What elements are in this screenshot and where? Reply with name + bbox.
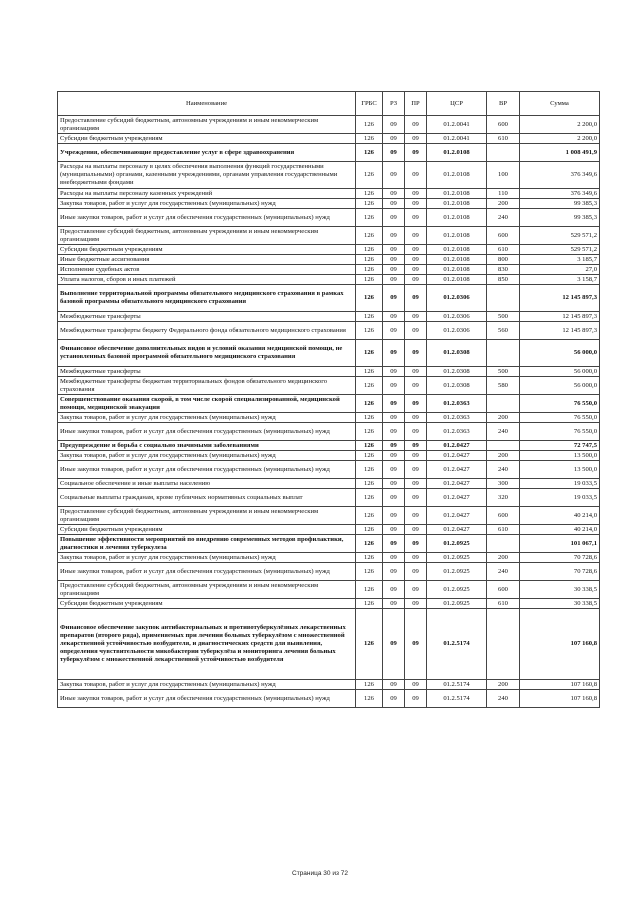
cell-name: Межбюджетные трансферты xyxy=(58,367,356,377)
cell-name: Предоставление субсидий бюджетным, автономным учреждениям и иным некоммерческим организациям xyxy=(58,116,356,134)
cell-rz: 09 xyxy=(383,144,405,162)
cell-csr: 01.2.0306 xyxy=(427,285,487,312)
cell-sum: 56 000,0 xyxy=(520,367,600,377)
cell-name: Субсидии бюджетным учреждениям xyxy=(58,245,356,255)
page-number: Страница 30 из 72 xyxy=(292,870,348,877)
cell-vr: 600 xyxy=(487,116,520,134)
cell-name: Иные закупки товаров, работ и услуг для обеспечения государственных (муниципальных) нужд xyxy=(58,209,356,227)
header-pr: ПР xyxy=(405,92,427,116)
cell-vr: 200 xyxy=(487,451,520,461)
cell-csr: 01.2.0925 xyxy=(427,563,487,581)
cell-vr: 100 xyxy=(487,162,520,189)
cell-vr: 200 xyxy=(487,680,520,690)
table-row xyxy=(58,461,600,479)
cell-csr: 01.2.0363 xyxy=(427,395,487,413)
cell-vr: 610 xyxy=(487,599,520,609)
cell-vr xyxy=(487,535,520,553)
cell-sum: 101 067,1 xyxy=(520,535,600,553)
cell-vr: 600 xyxy=(487,581,520,599)
cell-name: Межбюджетные трансферты бюджету Федерального фонда обязательного медицинского страхования xyxy=(58,322,356,340)
cell-pr: 09 xyxy=(405,144,427,162)
cell-sum: 76 550,0 xyxy=(520,413,600,423)
cell-name: Исполнение судебных актов xyxy=(58,265,356,275)
cell-csr: 01.2.5174 xyxy=(427,690,487,708)
cell-rz: 09 xyxy=(383,245,405,255)
table-row xyxy=(58,489,600,507)
cell-sum: 72 747,5 xyxy=(520,441,600,451)
cell-grbs: 126 xyxy=(356,451,383,461)
cell-csr: 01.2.0108 xyxy=(427,255,487,265)
header-rz: РЗ xyxy=(383,92,405,116)
cell-sum: 40 214,0 xyxy=(520,507,600,525)
cell-sum: 107 160,8 xyxy=(520,609,600,680)
cell-pr: 09 xyxy=(405,322,427,340)
table-row xyxy=(58,322,600,340)
table-row xyxy=(58,563,600,581)
cell-pr: 09 xyxy=(405,479,427,489)
cell-csr: 01.2.0108 xyxy=(427,245,487,255)
cell-pr: 09 xyxy=(405,680,427,690)
cell-name: Предоставление субсидий бюджетным, автономным учреждениям и иным некоммерческим организациям xyxy=(58,227,356,245)
cell-name: Закупка товаров, работ и услуг для государственных (муниципальных) нужд xyxy=(58,199,356,209)
cell-sum: 56 000,0 xyxy=(520,340,600,367)
cell-vr: 200 xyxy=(487,553,520,563)
cell-csr: 01.2.0363 xyxy=(427,423,487,441)
table-row xyxy=(58,227,600,245)
cell-name: Межбюджетные трансферты xyxy=(58,312,356,322)
cell-rz: 09 xyxy=(383,609,405,680)
table-row xyxy=(58,162,600,189)
cell-name: Иные закупки товаров, работ и услуг для обеспечения государственных (муниципальных) нужд xyxy=(58,423,356,441)
cell-name: Социальное обеспечение и иные выплаты населению xyxy=(58,479,356,489)
header-vr: ВР xyxy=(487,92,520,116)
table-row xyxy=(58,245,600,255)
cell-csr: 01.2.0108 xyxy=(427,275,487,285)
table-row xyxy=(58,525,600,535)
cell-rz: 09 xyxy=(383,377,405,395)
cell-csr: 01.2.5174 xyxy=(427,609,487,680)
cell-pr: 09 xyxy=(405,489,427,507)
cell-csr: 01.2.0108 xyxy=(427,144,487,162)
cell-pr: 09 xyxy=(405,312,427,322)
table-row xyxy=(58,377,600,395)
cell-rz: 09 xyxy=(383,395,405,413)
table-row xyxy=(58,134,600,144)
cell-pr: 09 xyxy=(405,451,427,461)
cell-grbs: 126 xyxy=(356,199,383,209)
cell-grbs: 126 xyxy=(356,189,383,199)
cell-name: Субсидии бюджетным учреждениям xyxy=(58,599,356,609)
table-row xyxy=(58,199,600,209)
cell-name: Выполнение территориальной программы обязательного медицинского страхования в рамках базовой программы обязательного медицинского страхования xyxy=(58,285,356,312)
cell-sum: 19 033,5 xyxy=(520,489,600,507)
cell-vr: 240 xyxy=(487,461,520,479)
cell-sum: 3 185,7 xyxy=(520,255,600,265)
cell-vr xyxy=(487,285,520,312)
cell-name: Учреждения, обеспечивающие предоставление услуг в сфере здравоохранения xyxy=(58,144,356,162)
cell-csr: 01.2.5174 xyxy=(427,680,487,690)
cell-pr: 09 xyxy=(405,609,427,680)
table-row xyxy=(58,423,600,441)
cell-pr: 09 xyxy=(405,507,427,525)
cell-name: Закупка товаров, работ и услуг для государственных (муниципальных) нужд xyxy=(58,680,356,690)
cell-grbs: 126 xyxy=(356,209,383,227)
cell-sum: 76 550,0 xyxy=(520,423,600,441)
cell-grbs: 126 xyxy=(356,489,383,507)
cell-csr: 01.2.0363 xyxy=(427,413,487,423)
cell-pr: 09 xyxy=(405,227,427,245)
cell-pr: 09 xyxy=(405,285,427,312)
cell-rz: 09 xyxy=(383,322,405,340)
table-row xyxy=(58,479,600,489)
cell-vr: 320 xyxy=(487,489,520,507)
table-row xyxy=(58,144,600,162)
cell-rz: 09 xyxy=(383,265,405,275)
cell-sum: 70 728,6 xyxy=(520,553,600,563)
cell-rz: 09 xyxy=(383,134,405,144)
cell-grbs: 126 xyxy=(356,553,383,563)
table-row xyxy=(58,581,600,599)
cell-pr: 09 xyxy=(405,525,427,535)
cell-pr: 09 xyxy=(405,563,427,581)
cell-vr: 580 xyxy=(487,377,520,395)
cell-csr: 01.2.0041 xyxy=(427,116,487,134)
cell-name: Закупка товаров, работ и услуг для государственных (муниципальных) нужд xyxy=(58,451,356,461)
cell-grbs: 126 xyxy=(356,322,383,340)
cell-grbs: 126 xyxy=(356,599,383,609)
cell-pr: 09 xyxy=(405,255,427,265)
cell-csr: 01.2.0308 xyxy=(427,367,487,377)
cell-grbs: 126 xyxy=(356,413,383,423)
cell-csr: 01.2.0108 xyxy=(427,265,487,275)
cell-grbs: 126 xyxy=(356,255,383,265)
cell-csr: 01.2.0427 xyxy=(427,489,487,507)
cell-vr: 200 xyxy=(487,413,520,423)
cell-csr: 01.2.0108 xyxy=(427,227,487,245)
table-row xyxy=(58,209,600,227)
cell-grbs: 126 xyxy=(356,367,383,377)
cell-rz: 09 xyxy=(383,116,405,134)
cell-csr: 01.2.0925 xyxy=(427,535,487,553)
cell-sum: 12 145 897,3 xyxy=(520,285,600,312)
table-row xyxy=(58,116,600,134)
cell-name: Иные бюджетные ассигнования xyxy=(58,255,356,265)
cell-csr: 01.2.0427 xyxy=(427,525,487,535)
cell-pr: 09 xyxy=(405,265,427,275)
cell-rz: 09 xyxy=(383,535,405,553)
cell-sum: 376 349,6 xyxy=(520,189,600,199)
cell-name: Финансовое обеспечение закупок антибактериальных и противотуберкулёзных лекарственных препаратов (второго ряда), применяемых при лечении больных туберкулёзом с множественной лекарственной устойчивостью возбудителя, и диагностических средств для выявления, определения чувствительности микобактерии туберкулёза и мониторинга лечения больных туберкулёзом с множественной лекарственной устойчивостью возбудителя xyxy=(58,609,356,680)
cell-rz: 09 xyxy=(383,340,405,367)
header-sum: Сумма xyxy=(520,92,600,116)
cell-sum: 13 500,0 xyxy=(520,451,600,461)
cell-name: Совершенствование оказания скорой, в том числе скорой специализированной, медицинской помощи, медицинской эвакуации xyxy=(58,395,356,413)
cell-grbs: 126 xyxy=(356,461,383,479)
cell-sum: 99 385,3 xyxy=(520,209,600,227)
cell-pr: 09 xyxy=(405,461,427,479)
cell-rz: 09 xyxy=(383,413,405,423)
cell-grbs: 126 xyxy=(356,395,383,413)
cell-rz: 09 xyxy=(383,599,405,609)
cell-grbs: 126 xyxy=(356,285,383,312)
cell-pr: 09 xyxy=(405,553,427,563)
cell-csr: 01.2.0306 xyxy=(427,312,487,322)
cell-sum: 70 728,6 xyxy=(520,563,600,581)
cell-csr: 01.2.0308 xyxy=(427,340,487,367)
cell-grbs: 126 xyxy=(356,423,383,441)
cell-pr: 09 xyxy=(405,377,427,395)
cell-vr: 500 xyxy=(487,367,520,377)
cell-sum: 30 338,5 xyxy=(520,599,600,609)
cell-name: Иные закупки товаров, работ и услуг для обеспечения государственных (муниципальных) нужд xyxy=(58,461,356,479)
cell-grbs: 126 xyxy=(356,245,383,255)
cell-sum: 76 550,0 xyxy=(520,395,600,413)
table-row xyxy=(58,367,600,377)
cell-vr: 240 xyxy=(487,209,520,227)
table-row xyxy=(58,312,600,322)
cell-vr: 610 xyxy=(487,134,520,144)
cell-sum: 107 160,8 xyxy=(520,690,600,708)
table-row xyxy=(58,535,600,553)
cell-vr xyxy=(487,340,520,367)
cell-pr: 09 xyxy=(405,413,427,423)
cell-rz: 09 xyxy=(383,690,405,708)
cell-vr: 800 xyxy=(487,255,520,265)
table-row xyxy=(58,189,600,199)
cell-csr: 01.2.0108 xyxy=(427,209,487,227)
cell-pr: 09 xyxy=(405,535,427,553)
table-row xyxy=(58,507,600,525)
cell-sum: 1 008 491,9 xyxy=(520,144,600,162)
cell-csr: 01.2.0925 xyxy=(427,553,487,563)
table-header-row xyxy=(58,92,600,116)
cell-csr: 01.2.0108 xyxy=(427,189,487,199)
cell-rz: 09 xyxy=(383,507,405,525)
cell-grbs: 126 xyxy=(356,535,383,553)
cell-rz: 09 xyxy=(383,461,405,479)
cell-pr: 09 xyxy=(405,367,427,377)
cell-pr: 09 xyxy=(405,423,427,441)
cell-pr: 09 xyxy=(405,581,427,599)
cell-vr: 240 xyxy=(487,423,520,441)
cell-vr xyxy=(487,144,520,162)
cell-grbs: 126 xyxy=(356,340,383,367)
cell-grbs: 126 xyxy=(356,312,383,322)
cell-sum: 2 200,0 xyxy=(520,134,600,144)
table-row xyxy=(58,285,600,312)
cell-pr: 09 xyxy=(405,441,427,451)
cell-rz: 09 xyxy=(383,525,405,535)
cell-name: Социальные выплаты гражданам, кроме публичных нормативных социальных выплат xyxy=(58,489,356,507)
cell-name: Межбюджетные трансферты бюджетам территориальных фондов обязательного медицинского страхования xyxy=(58,377,356,395)
cell-name: Повышение эффективности мероприятий по внедрению современных методов профилактики, диагностики и лечения туберкулеза xyxy=(58,535,356,553)
cell-csr: 01.2.0108 xyxy=(427,162,487,189)
cell-rz: 09 xyxy=(383,553,405,563)
cell-vr: 240 xyxy=(487,563,520,581)
cell-name: Финансовое обеспечение дополнительных видов и условий оказания медицинской помощи, не установленных базовой программой обязательного медицинского страхования xyxy=(58,340,356,367)
cell-sum: 376 349,6 xyxy=(520,162,600,189)
table-row xyxy=(58,255,600,265)
table-row xyxy=(58,340,600,367)
cell-pr: 09 xyxy=(405,599,427,609)
cell-grbs: 126 xyxy=(356,690,383,708)
cell-csr: 01.2.0427 xyxy=(427,451,487,461)
cell-grbs: 126 xyxy=(356,525,383,535)
cell-rz: 09 xyxy=(383,199,405,209)
header-csr: ЦСР xyxy=(427,92,487,116)
cell-pr: 09 xyxy=(405,690,427,708)
header-grbs: ГРБС xyxy=(356,92,383,116)
cell-vr: 200 xyxy=(487,199,520,209)
cell-rz: 09 xyxy=(383,312,405,322)
table-row xyxy=(58,451,600,461)
cell-vr: 610 xyxy=(487,245,520,255)
cell-sum: 27,0 xyxy=(520,265,600,275)
cell-grbs: 126 xyxy=(356,265,383,275)
cell-grbs: 126 xyxy=(356,563,383,581)
cell-vr: 830 xyxy=(487,265,520,275)
cell-name: Предоставление субсидий бюджетным, автономным учреждениям и иным некоммерческим организациям xyxy=(58,581,356,599)
cell-sum: 3 158,7 xyxy=(520,275,600,285)
cell-grbs: 126 xyxy=(356,680,383,690)
cell-grbs: 126 xyxy=(356,441,383,451)
cell-vr: 240 xyxy=(487,690,520,708)
cell-rz: 09 xyxy=(383,189,405,199)
cell-rz: 09 xyxy=(383,209,405,227)
cell-sum: 13 500,0 xyxy=(520,461,600,479)
cell-sum: 529 571,2 xyxy=(520,227,600,245)
cell-name: Закупка товаров, работ и услуг для государственных (муниципальных) нужд xyxy=(58,553,356,563)
table-row xyxy=(58,265,600,275)
table-row xyxy=(58,275,600,285)
cell-csr: 01.2.0427 xyxy=(427,441,487,451)
cell-name: Иные закупки товаров, работ и услуг для обеспечения государственных (муниципальных) нужд xyxy=(58,563,356,581)
cell-pr: 09 xyxy=(405,189,427,199)
cell-vr xyxy=(487,609,520,680)
cell-vr: 300 xyxy=(487,479,520,489)
cell-rz: 09 xyxy=(383,285,405,312)
cell-rz: 09 xyxy=(383,255,405,265)
cell-pr: 09 xyxy=(405,134,427,144)
cell-name: Закупка товаров, работ и услуг для государственных (муниципальных) нужд xyxy=(58,413,356,423)
budget-table xyxy=(57,91,600,708)
cell-csr: 01.2.0041 xyxy=(427,134,487,144)
cell-vr: 600 xyxy=(487,227,520,245)
cell-grbs: 126 xyxy=(356,581,383,599)
table-row xyxy=(58,441,600,451)
table-row xyxy=(58,680,600,690)
cell-rz: 09 xyxy=(383,489,405,507)
cell-vr xyxy=(487,395,520,413)
cell-sum: 2 200,0 xyxy=(520,116,600,134)
cell-rz: 09 xyxy=(383,162,405,189)
cell-pr: 09 xyxy=(405,340,427,367)
cell-pr: 09 xyxy=(405,209,427,227)
cell-sum: 30 338,5 xyxy=(520,581,600,599)
cell-pr: 09 xyxy=(405,116,427,134)
cell-name: Иные закупки товаров, работ и услуг для обеспечения государственных (муниципальных) нужд xyxy=(58,690,356,708)
budget-table-container xyxy=(57,91,599,708)
cell-csr: 01.2.0925 xyxy=(427,599,487,609)
cell-sum: 12 145 897,3 xyxy=(520,312,600,322)
cell-pr: 09 xyxy=(405,395,427,413)
cell-vr: 610 xyxy=(487,525,520,535)
cell-vr: 600 xyxy=(487,507,520,525)
cell-csr: 01.2.0427 xyxy=(427,479,487,489)
cell-sum: 19 033,5 xyxy=(520,479,600,489)
cell-grbs: 126 xyxy=(356,144,383,162)
cell-sum: 12 145 897,3 xyxy=(520,322,600,340)
cell-csr: 01.2.0306 xyxy=(427,322,487,340)
cell-pr: 09 xyxy=(405,245,427,255)
cell-csr: 01.2.0427 xyxy=(427,507,487,525)
cell-name: Предоставление субсидий бюджетным, автономным учреждениям и иным некоммерческим организациям xyxy=(58,507,356,525)
cell-name: Уплата налогов, сборов и иных платежей xyxy=(58,275,356,285)
cell-grbs: 126 xyxy=(356,507,383,525)
cell-pr: 09 xyxy=(405,199,427,209)
cell-csr: 01.2.0925 xyxy=(427,581,487,599)
cell-rz: 09 xyxy=(383,367,405,377)
cell-grbs: 126 xyxy=(356,227,383,245)
cell-grbs: 126 xyxy=(356,134,383,144)
cell-sum: 529 571,2 xyxy=(520,245,600,255)
cell-grbs: 126 xyxy=(356,377,383,395)
header-name: Наименование xyxy=(58,92,356,116)
cell-rz: 09 xyxy=(383,563,405,581)
cell-grbs: 126 xyxy=(356,479,383,489)
cell-pr: 09 xyxy=(405,162,427,189)
cell-rz: 09 xyxy=(383,441,405,451)
table-row xyxy=(58,395,600,413)
cell-vr: 110 xyxy=(487,189,520,199)
cell-name: Предупреждение и борьба с социально значимыми заболеваниями xyxy=(58,441,356,451)
cell-sum: 99 385,3 xyxy=(520,199,600,209)
cell-vr: 850 xyxy=(487,275,520,285)
table-row xyxy=(58,599,600,609)
cell-csr: 01.2.0308 xyxy=(427,377,487,395)
cell-vr xyxy=(487,441,520,451)
cell-rz: 09 xyxy=(383,581,405,599)
cell-csr: 01.2.0108 xyxy=(427,199,487,209)
table-row xyxy=(58,413,600,423)
cell-rz: 09 xyxy=(383,451,405,461)
cell-sum: 56 000,0 xyxy=(520,377,600,395)
cell-grbs: 126 xyxy=(356,275,383,285)
cell-sum: 40 214,0 xyxy=(520,525,600,535)
cell-name: Субсидии бюджетным учреждениям xyxy=(58,525,356,535)
table-row xyxy=(58,609,600,680)
cell-vr: 560 xyxy=(487,322,520,340)
cell-vr: 500 xyxy=(487,312,520,322)
cell-name: Расходы на выплаты персоналу казенных учреждений xyxy=(58,189,356,199)
cell-rz: 09 xyxy=(383,680,405,690)
cell-rz: 09 xyxy=(383,227,405,245)
cell-grbs: 126 xyxy=(356,609,383,680)
cell-grbs: 126 xyxy=(356,162,383,189)
cell-rz: 09 xyxy=(383,275,405,285)
cell-sum: 107 160,8 xyxy=(520,680,600,690)
cell-rz: 09 xyxy=(383,423,405,441)
cell-rz: 09 xyxy=(383,479,405,489)
cell-grbs: 126 xyxy=(356,116,383,134)
table-row xyxy=(58,553,600,563)
table-row xyxy=(58,690,600,708)
cell-name: Расходы на выплаты персоналу в целях обеспечения выполнения функций государственными (муниципальными) органами, казенными учреждениями, органами управления государственными внебюджетными фондами xyxy=(58,162,356,189)
cell-name: Субсидии бюджетным учреждениям xyxy=(58,134,356,144)
cell-csr: 01.2.0427 xyxy=(427,461,487,479)
cell-pr: 09 xyxy=(405,275,427,285)
